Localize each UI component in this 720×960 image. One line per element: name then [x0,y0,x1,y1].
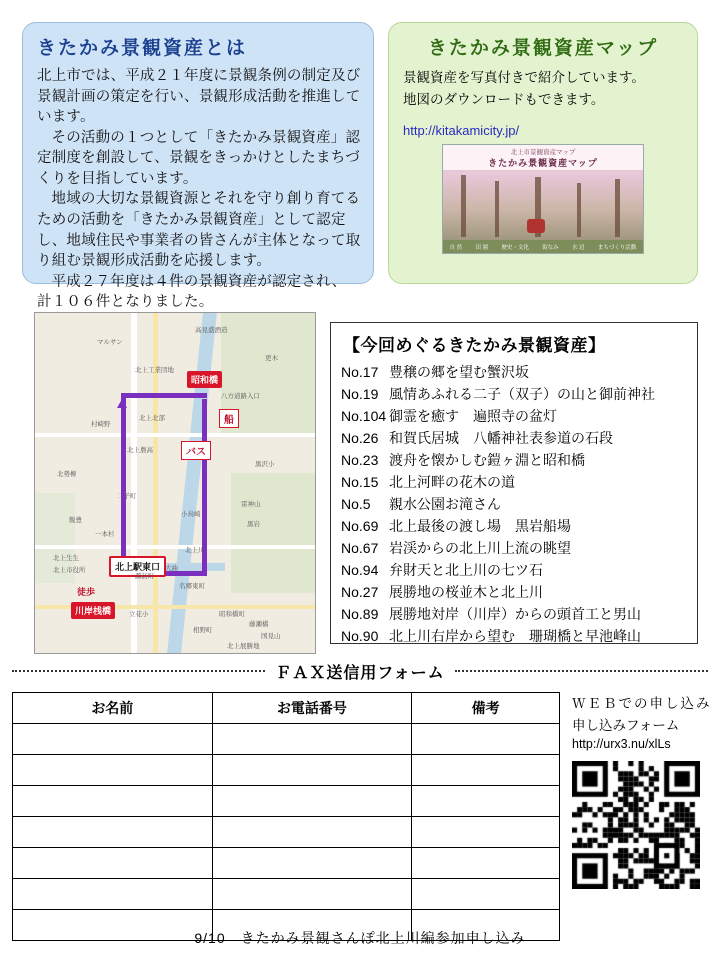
tree-shape [495,181,499,237]
map-thumbnail-title: きたかみ景観資産マップ [488,158,598,169]
tag-boat: 船 [219,409,239,428]
thumb-footer-item: 水 辺 [572,244,585,251]
list-item [341,582,691,604]
list-item [341,362,691,384]
intro-paragraph-4: 平成２７年度は４件の景観資産が認定され、計１０６件となりました。 [37,273,347,311]
route-line [121,393,207,398]
asset-list [341,362,691,648]
asset-name: 岩渓からの北上川上流の眺望 [389,539,571,556]
pin-showa-bridge[interactable]: 昭和橋 [187,371,222,388]
cell-phone[interactable] [212,786,412,817]
cell-phone[interactable] [212,879,412,910]
asset-no: No.94 [341,561,379,578]
list-item [341,494,691,516]
intro-title: きたかみ景観資産とは [37,38,248,59]
map-label: 雷神山 [241,501,261,508]
cell-notes[interactable] [412,755,560,786]
map-label: 黒沢小 [255,461,275,468]
map-label: 北上川 [185,547,205,554]
fax-form-title: ＦＡＸ送信用フォーム [275,664,445,682]
table-header-row [13,693,560,724]
table-row[interactable] [13,724,560,755]
cell-notes[interactable] [412,786,560,817]
map-label: 立花小 [129,611,149,618]
asset-name: 親水公園お滝さん [389,495,501,512]
table-row[interactable] [13,817,560,848]
list-item [341,384,691,406]
thumb-footer-item: 自 然 [449,244,463,251]
cell-phone[interactable] [212,848,412,879]
map-label: 北上展勝地 [227,643,260,650]
cell-name[interactable] [13,755,213,786]
asset-no: No.17 [341,364,379,380]
column-header-phone: お電話番号 [212,693,412,724]
map-label: 昭和橋町 [219,611,245,618]
cell-phone[interactable] [212,755,412,786]
intro-paragraph-3: 地域の大切な景観資源とそれを守り創り育てるための活動を「きたかみ景観資産」として認定し、地域住民や事業者の皆さんが主体となって取り組む景観形成活動を応援します。 [37,191,361,270]
asset-no: No.27 [341,583,379,600]
asset-no: No.89 [341,605,379,622]
cell-notes[interactable] [412,879,560,910]
table-row[interactable] [13,848,560,879]
asset-no: No.15 [341,473,379,490]
asset-name: 風情あふれる二子（双子）の山と御前神社 [389,385,655,402]
map-label: 飯豊 [69,517,82,524]
map-label: 村崎野 [91,421,111,428]
pin-kawagishi-pier[interactable]: 川岸桟橋 [71,602,115,619]
divider-dots-left [12,670,265,672]
list-item [341,472,691,494]
map-panel-line-1: 景観資産を写真付きで紹介しています。 [403,70,645,85]
thumb-footer-item: 街なみ [542,244,559,251]
web-apply-url[interactable]: http://urx3.nu/xlLs [572,737,671,751]
asset-no: No.90 [341,627,379,644]
asset-no: No.69 [341,517,379,534]
map-label: 国見山 [261,633,281,640]
thumb-footer-item: 田 園 [475,244,489,251]
asset-name: 弁財天と北上川の七ツ石 [389,561,543,578]
map-label: 相野町 [193,627,213,634]
asset-no: No.5 [341,495,371,512]
fax-form-table [12,692,560,941]
asset-no: No.67 [341,539,379,556]
map-label: 一本杉 [95,531,115,538]
intro-paragraph-2: その活動の１つとして「きたかみ景観資産」認定制度を創設して、景観をきっかけとしたまちづくりを目指しています。 [37,129,361,187]
thumb-footer-item: まちづくり活動 [597,244,637,251]
qr-code[interactable] [572,761,700,889]
asset-name: 北上最後の渡し場 黒岩船場 [389,517,571,534]
map-label: 黒岩 [247,521,260,528]
cell-name[interactable] [13,848,213,879]
tag-bus: バス [181,441,211,460]
web-apply-line-1: ＷＥＢでの申し込み [572,696,712,711]
map-thumbnail-header [443,145,643,171]
route-map[interactable] [34,312,316,654]
map-label: 二子町 [117,493,137,500]
map-panel-url[interactable]: http://kitakamicity.jp/ [403,123,520,139]
map-thumbnail-footer [443,240,643,253]
web-apply-line-2: 申し込みフォーム [572,718,680,733]
road-shape [153,313,158,653]
tree-shape [577,183,581,237]
thumb-footer-item: 歴史・文化 [501,244,529,251]
route-line [121,393,126,573]
road-shape [35,545,315,549]
map-label: 高見盛酒造 [195,327,228,334]
list-item [341,560,691,582]
map-label: 八方道路入口 [221,393,260,400]
asset-name: 展勝地の桜並木と北上川 [389,583,543,600]
asset-list-title: 【今回めぐるきたかみ景観資産】 [343,336,606,355]
asset-name: 御霊を癒す 遍照寺の盆灯 [389,407,557,424]
map-label: 藤瀬橋 [249,621,269,628]
map-label: 小鳥崎 [181,511,201,518]
map-panel [388,22,698,284]
intro-panel [22,22,374,311]
list-item [341,604,691,626]
map-label: 諏訪町 [135,573,155,580]
list-item [341,450,691,472]
fax-divider [12,660,708,682]
tree-shape [461,175,466,237]
map-label: 北上工業団地 [135,367,174,374]
map-label: マルサン [97,339,123,346]
cell-name[interactable] [13,724,213,755]
asset-no: No.26 [341,429,379,446]
cell-name[interactable] [13,786,213,817]
map-label: 名郷東町 [179,583,205,590]
list-item [341,626,691,648]
map-thumbnail[interactable] [442,144,644,254]
column-header-name: お名前 [13,693,213,724]
column-header-notes: 備考 [412,693,560,724]
cell-notes[interactable] [412,848,560,879]
asset-name: 豊穣の郷を望む蟹沢坂 [389,364,529,380]
list-item [341,516,691,538]
map-panel-title: きたかみ景観資産マップ [427,38,659,59]
table-row[interactable] [13,755,560,786]
cell-name[interactable] [13,817,213,848]
map-label: 更木 [265,355,278,362]
map-label: 北上北部 [139,415,165,422]
asset-list-box [330,322,698,644]
pin-kitakami-station-east[interactable]: 北上駅東口 [109,556,166,577]
footer-text: 9/10 きたかみ景観さんぽ北上川編参加申し込み [194,930,526,946]
cart-shape [527,219,545,233]
intro-paragraph-1: 北上市では、平成２１年度に景観条例の制定及び景観計画の策定を行い、景観形成活動を推進しています。 [37,68,361,126]
map-label: 北上農高 [127,447,153,454]
list-item [341,406,691,428]
cell-phone[interactable] [212,724,412,755]
label-walk: 徒歩 [77,587,96,597]
cell-notes[interactable] [412,817,560,848]
asset-name: 渡舟を懐かしむ鎧ヶ淵と昭和橋 [389,451,585,468]
list-item [341,538,691,560]
asset-no: No.23 [341,451,379,468]
road-shape [131,313,137,653]
asset-no: No.104 [341,407,387,424]
map-panel-line-2: 地図のダウンロードもできます。 [403,91,605,107]
cell-notes[interactable] [412,724,560,755]
qr-code-canvas [572,761,700,889]
tree-shape [615,179,620,237]
table-row[interactable] [13,879,560,910]
map-label: 北勢柳 [57,471,77,478]
route-arrow-icon [117,399,127,408]
map-label: 北上市役所 [53,567,86,574]
asset-name: 北上河畔の花木の道 [389,473,515,490]
road-shape [35,433,315,437]
map-green-area [231,473,315,593]
map-thumbnail-sub: 北上市景観資産マップ [510,149,576,157]
table-row[interactable] [13,786,560,817]
web-apply-block [572,692,712,889]
asset-name: 和賀氏居城 八幡神社表参道の石段 [389,429,613,446]
asset-name: 北上川右岸から望む 珊瑚橋と早池峰山 [389,627,641,644]
divider-dots-right [455,670,708,672]
asset-name: 展勝地対岸（川岸）からの頭首工と男山 [389,605,641,622]
cell-name[interactable] [13,879,213,910]
map-label: 北上生生 [53,555,79,562]
list-item [341,428,691,450]
asset-no: No.19 [341,385,379,402]
cell-phone[interactable] [212,817,412,848]
map-label: 大曲 [165,565,178,572]
